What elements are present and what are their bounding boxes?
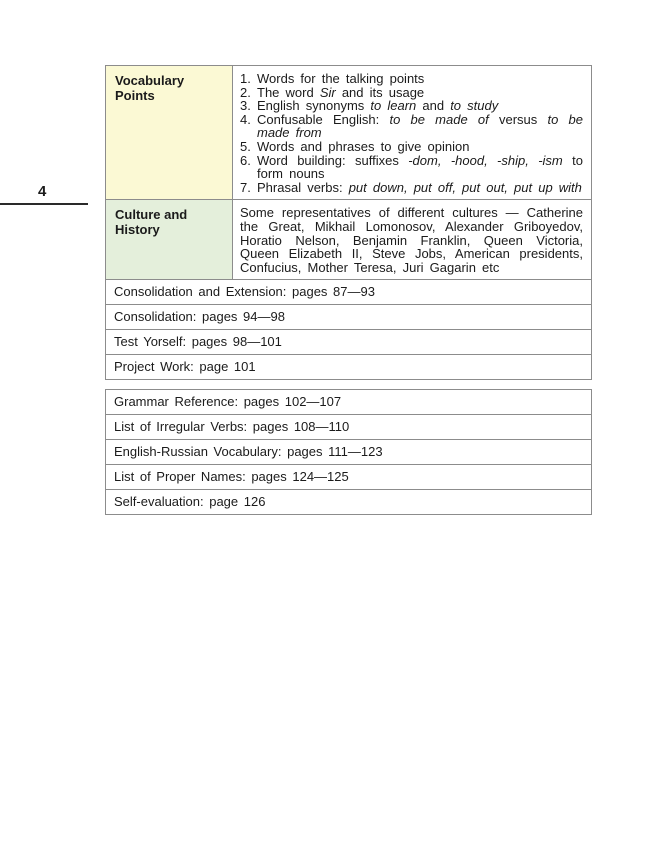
list-text: Words for the talking points xyxy=(257,71,425,86)
test-yourself-row: Test Yorself: pages 98—101 xyxy=(106,329,591,354)
proper-names-row: List of Proper Names: pages 124—125 xyxy=(106,464,591,489)
vocabulary-item xyxy=(240,113,583,140)
list-number: 1. xyxy=(240,71,251,86)
unit-overview-table xyxy=(105,65,592,380)
vocabulary-item xyxy=(240,86,583,100)
list-number: 2. xyxy=(240,84,251,100)
culture-history-content-cell xyxy=(233,200,591,279)
list-text: Word building: suffixes -dom, -hood, -ship, -ism to form nouns xyxy=(257,152,583,182)
culture-history-row xyxy=(106,199,591,279)
vocabulary-points-header-cell: Vocabulary Points xyxy=(106,66,233,199)
vocabulary-item xyxy=(240,140,583,154)
culture-history-text: Some representatives of different cultures — Catherine the Great, Mikhail Lomonosov, Alexander Griboyedov, Horatio Nelson, Benjamin Franklin, Queen Victoria, Queen Elizabeth II, Steve Jobs, American presidents, Confucius, Mother Teresa, Juri Gagarin etc xyxy=(240,205,583,275)
list-text: The word Sir and its usage xyxy=(257,84,425,100)
list-number: 6. xyxy=(240,152,251,168)
list-text: Phrasal verbs: put down, put off, put out, put up with xyxy=(257,179,582,195)
vocabulary-points-row xyxy=(106,66,591,199)
self-evaluation-row: Self-evaluation: page 126 xyxy=(106,489,591,514)
project-work-row: Project Work: page 101 xyxy=(106,354,591,379)
english-russian-vocabulary-row: English-Russian Vocabulary: pages 111—123 xyxy=(106,439,591,464)
culture-history-header-cell: Culture and History xyxy=(106,200,233,279)
list-text: English synonyms to learn and to study xyxy=(257,98,499,114)
consolidation-extension-row: Consolidation and Extension: pages 87—93 xyxy=(106,279,591,304)
list-number: 7. xyxy=(240,179,251,195)
vocabulary-item xyxy=(240,99,583,113)
page-number-rule xyxy=(0,203,88,205)
list-number: 3. xyxy=(240,98,251,114)
vocabulary-item xyxy=(240,181,583,195)
irregular-verbs-row: List of Irregular Verbs: pages 108—110 xyxy=(106,414,591,439)
vocabulary-item xyxy=(240,154,583,181)
list-text: Words and phrases to give opinion xyxy=(257,138,470,154)
list-number: 5. xyxy=(240,138,251,154)
list-number: 4. xyxy=(240,111,251,127)
appendix-table xyxy=(105,389,592,515)
consolidation-row: Consolidation: pages 94—98 xyxy=(106,304,591,329)
grammar-reference-row: Grammar Reference: pages 102—107 xyxy=(114,394,342,410)
page-number: 4 xyxy=(38,183,47,200)
contents-tables xyxy=(105,65,592,515)
vocabulary-item xyxy=(240,72,583,86)
list-text: Confusable English: to be made of versus to be made from xyxy=(257,111,583,141)
vocabulary-points-content-cell xyxy=(233,66,591,199)
